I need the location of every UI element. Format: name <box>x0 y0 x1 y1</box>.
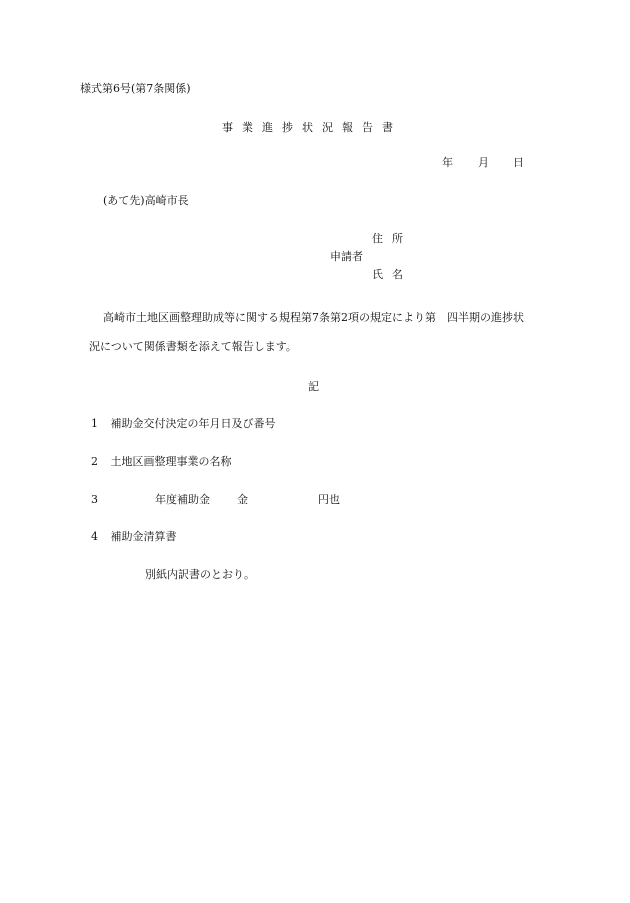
document-title: 事業進捗状況報告書 <box>222 121 402 134</box>
form-number: 様式第6号(第7条関係) <box>80 82 191 95</box>
addressee: (あて先)高崎市長 <box>103 194 189 207</box>
item-2-number: 2 <box>91 455 98 468</box>
applicant-label: 申請者 <box>330 250 363 263</box>
item-1-text: 補助金交付決定の年月日及び番号 <box>110 417 276 430</box>
item-3-yen-label: 円也 <box>318 493 340 506</box>
item-2-text: 土地区画整理事業の名称 <box>110 455 232 468</box>
date-month-label: 月 <box>478 156 489 169</box>
item-4-text: 補助金清算書 <box>110 530 177 543</box>
item-3-kin-label: 金 <box>237 493 248 506</box>
name-label: 氏名 <box>372 268 412 281</box>
item-4-subtext: 別紙内訳書のとおり。 <box>145 568 255 581</box>
item-1-number: 1 <box>91 417 98 430</box>
item-3-year-subsidy-label: 年度補助金 <box>155 493 210 506</box>
item-4 <box>91 531 177 542</box>
body-text-line-1: 高崎市土地区画整理助成等に関する規程第7条第2項の規定により第 四半期の進捗状 <box>103 311 524 324</box>
item-4-number: 4 <box>91 530 98 543</box>
ki-heading: 記 <box>308 380 319 393</box>
item-2 <box>91 456 232 467</box>
body-text-line-2: 況について関係書類を添えて報告します。 <box>89 340 297 353</box>
date-day-label: 日 <box>513 156 524 169</box>
address-label: 住所 <box>372 232 412 245</box>
date-year-label: 年 <box>442 156 453 169</box>
item-3-number: 3 <box>91 493 98 506</box>
item-1 <box>91 418 276 429</box>
